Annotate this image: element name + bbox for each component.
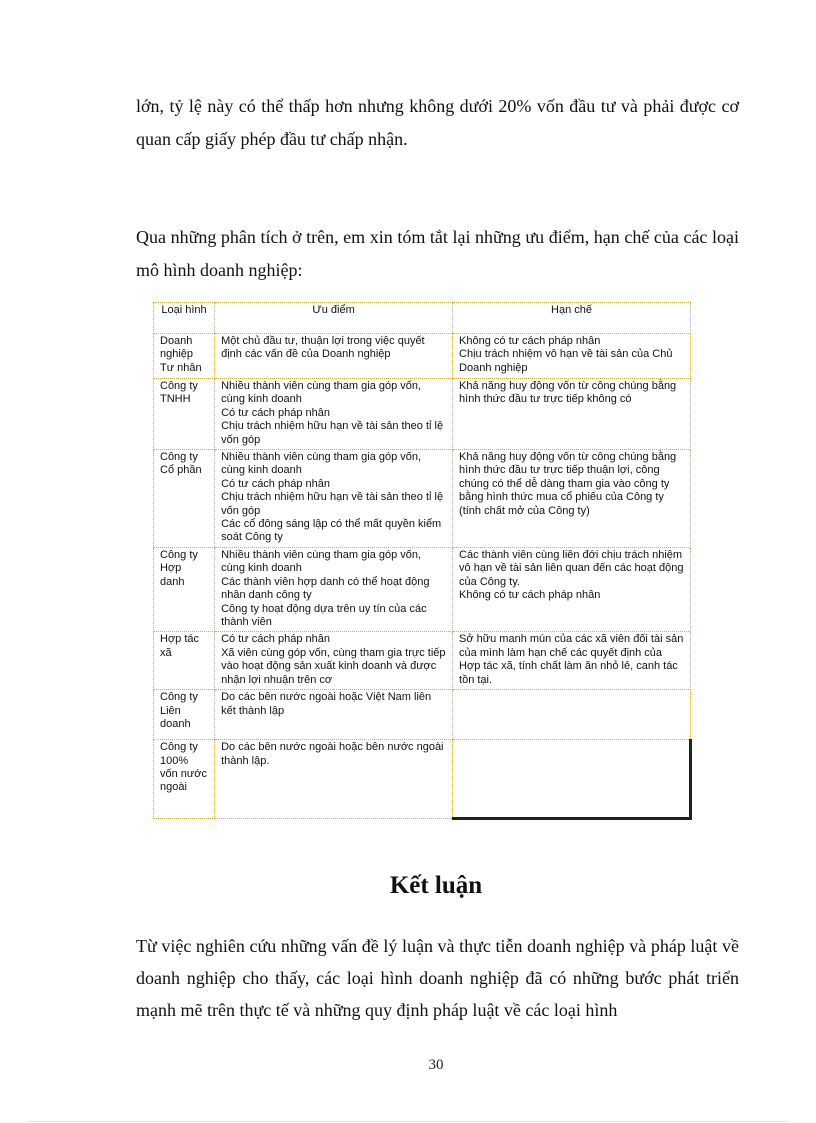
advantage-line: Nhiều thành viên cùng tham gia góp vốn, cùng kinh doanh — [221, 451, 422, 477]
advantage-line: Do các bên nước ngoài hoặc Việt Nam liên kết thành lập — [221, 691, 432, 717]
cell-limitations — [453, 379, 691, 450]
comparison-table — [153, 302, 692, 820]
advantage-line: Chịu trách nhiệm hữu hạn về tài sản theo tỉ lệ vốn góp — [221, 491, 444, 517]
section-heading: Kết luận — [389, 872, 483, 899]
advantage-line: Do các bên nước ngoài hoặc bên nước ngoài thành lập. — [221, 741, 444, 767]
advantage-line: Các thành viên hợp danh có thể hoạt động nhân danh công ty — [221, 575, 430, 602]
advantage-line: Nhiều thành viên cùng tham gia góp vốn, cùng kinh doanh — [221, 549, 422, 575]
paragraph-summary-lead: Qua những phân tích ở trên, em xin tóm tắt lại những ưu điểm, hạn chế của các loại mô hình doanh nghiệp: — [136, 227, 739, 280]
cell-advantages — [215, 379, 453, 450]
limitation-line: Khả năng huy động vốn từ công chúng bằng hình thức đầu tư trực tiếp thuận lợi, công chúng có thể dễ dàng tham gia vào công ty bằng hình thức mua cổ phiếu của Công ty (tính chất mở của Công ty) — [459, 451, 677, 517]
paragraph-conclusion: Từ việc nghiên cứu những vấn đề lý luận và thực tiễn doanh nghiệp và pháp luật về doanh nghiệp cho thấy, các loại hình doanh nghiệp đã có những bước phát triển mạnh mẽ trên thực tế và những quy định pháp luật về các loại hình — [136, 936, 739, 1020]
cell-advantages — [215, 450, 453, 548]
cell-advantages — [215, 334, 453, 379]
cell-advantages — [215, 690, 453, 740]
cell-type: Công ty Hợp danh — [154, 548, 215, 632]
paragraph-intro: lớn, tỷ lệ này có thể thấp hơn nhưng không dưới 20% vốn đầu tư và phải được cơ quan cấp giấy phép đầu tư chấp nhận. — [136, 96, 739, 149]
header-limitations: Hạn chế — [453, 303, 691, 334]
page-number: 30 — [428, 1057, 444, 1073]
limitation-line: Không có tư cách pháp nhân — [459, 589, 601, 602]
limitation-line: Khả năng huy động vốn từ công chúng bằng hình thức đầu tư trực tiếp không có — [459, 380, 677, 406]
header-advantages: Ưu điểm — [215, 303, 453, 334]
table-row — [154, 334, 691, 379]
table-row — [154, 450, 691, 548]
table-row — [154, 632, 691, 690]
cell-type: Công ty TNHH — [154, 379, 215, 450]
limitation-line: Các thành viên cùng liên đới chịu trách nhiệm vô hạn về tài sản liên quan đến các hoạt động của Công ty. — [459, 549, 684, 588]
cell-limitations-empty — [453, 690, 691, 740]
page-bottom-divider — [28, 1121, 788, 1122]
cell-advantages — [215, 632, 453, 690]
cell-type: Doanh nghiệp Tư nhân — [154, 334, 215, 379]
cell-advantages — [215, 548, 453, 632]
cell-advantages — [215, 740, 453, 819]
advantage-line: Có tư cách pháp nhân — [221, 477, 330, 490]
advantage-line: Xã viên cùng góp vốn, cùng tham gia trực tiếp vào hoạt động sản xuất kinh doanh và được nhận lợi nhuận trên cơ — [221, 646, 446, 686]
cell-type: Hợp tác xã — [154, 632, 215, 690]
limitation-line: Sở hữu manh mún của các xã viên đối tài sản của mình làm hạn chế các quyết định của Hợp tác xã, tính chất làm ăn nhỏ lẻ, canh tác tồn tại. — [459, 633, 684, 686]
advantage-line: Có tư cách pháp nhân — [221, 406, 330, 419]
cell-type: Công ty Liên doanh — [154, 690, 215, 740]
table-row — [154, 548, 691, 632]
advantage-line: Một chủ đầu tư, thuận lợi trong việc quyết định các vấn đề của Doanh nghiệp — [221, 335, 425, 361]
table-header-row — [154, 303, 691, 334]
cell-type: Công ty Cổ phần — [154, 450, 215, 548]
cell-limitations — [453, 548, 691, 632]
cell-limitations — [453, 632, 691, 690]
advantage-line: Nhiều thành viên cùng tham gia góp vốn, cùng kinh doanh — [221, 380, 422, 406]
limitation-line: Chịu trách nhiệm vô hạn về tài sản của Chủ Doanh nghiệp — [459, 348, 673, 374]
advantage-line: Công ty hoạt động dựa trên uy tín của các thành viên — [221, 602, 427, 629]
cell-limitations-empty — [453, 740, 691, 819]
cell-type: Công ty 100% vốn nước ngoài — [154, 740, 215, 819]
advantage-line: Các cổ đông sáng lập có thể mất quyền kiểm soát Công ty — [221, 518, 442, 544]
advantage-line: Có tư cách pháp nhân — [221, 633, 330, 646]
table-row — [154, 690, 691, 740]
limitation-line: Không có tư cách pháp nhân — [459, 335, 601, 347]
header-type: Loại hình — [154, 303, 215, 334]
cell-limitations — [453, 450, 691, 548]
cell-limitations — [453, 334, 691, 379]
table-row — [154, 379, 691, 450]
table-row — [154, 740, 691, 819]
advantage-line: Chịu trách nhiệm hữu hạn về tài sản theo tỉ lệ vốn góp — [221, 420, 444, 446]
